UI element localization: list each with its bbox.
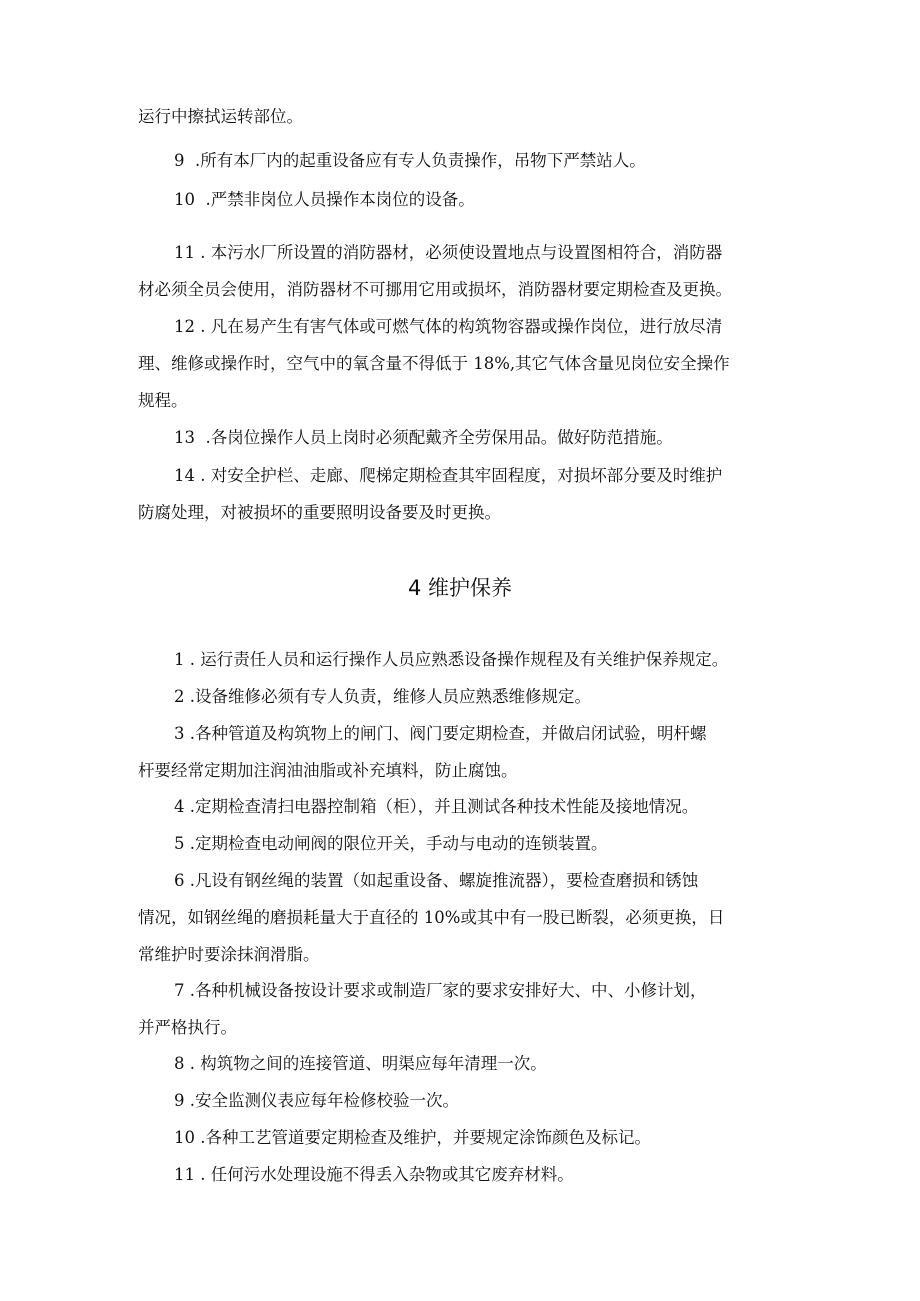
text-line: 定期检查清扫电器控制箱（柜），并且测试各种技术性能及接地情况。 <box>195 797 699 816</box>
item-sep: . <box>184 1091 195 1110</box>
item-sep: . <box>184 834 195 853</box>
text-line: 凡在易产生有害气体或可燃气体的构筑物容器或操作岗位，进行放尽清 <box>210 317 723 336</box>
text-line: 构筑物之间的连接管道、明渠应每年清理一次。 <box>200 1054 547 1073</box>
text-line: 本污水厂所设置的消防器材，必须使设置地点与设置图相符合，消防器 <box>210 243 723 262</box>
item-number: 14 <box>174 466 195 485</box>
item-number: 11 <box>174 1165 195 1184</box>
maint-item-1 <box>138 641 788 678</box>
text-line: 运行责任人员和运行操作人员应熟悉设备操作规程及有关维护保养规定。 <box>200 650 729 669</box>
item-number: 11 <box>174 243 195 262</box>
maint-item-9 <box>138 1082 788 1119</box>
rule-item-9 <box>138 142 788 179</box>
item-number: 12 <box>174 317 195 336</box>
text-line: 各种机械设备按设计要求或制造厂家的要求安排好大、中、小修计划， <box>195 981 707 1000</box>
item-sep: . <box>195 1165 211 1184</box>
text-line: 运行中擦拭运转部位。 <box>138 107 303 126</box>
text-line: 情况，如钢丝绳的磨损耗量大于直径的 10%或其中有一股已断裂，必须更换，日 <box>138 908 725 927</box>
maint-item-3 <box>138 715 788 789</box>
rule-item-13 <box>138 419 788 456</box>
text-line: 严禁非岗位人员操作本岗位的设备。 <box>210 190 475 209</box>
text-line: 理、维修或操作时，空气中的氧含量不得低于 18%,其它气体含量见岗位安全操作 <box>138 354 730 373</box>
item-number: 6 <box>174 871 185 890</box>
maint-item-5 <box>138 825 788 862</box>
item-number: 9 <box>174 151 185 170</box>
rule-item-14 <box>138 457 788 531</box>
maint-item-10 <box>138 1119 788 1156</box>
item-sep: . <box>195 428 211 447</box>
text-line: 任何污水处理设施不得丢入杂物或其它废弃材料。 <box>210 1165 574 1184</box>
text-line: 所有本厂内的起重设备应有专人负责操作，吊物下严禁站人。 <box>200 151 646 170</box>
item-sep: . <box>184 151 201 170</box>
item-sep: . <box>184 687 195 706</box>
maint-item-2 <box>138 678 788 715</box>
text-line: 常维护时要涂抹润滑脂。 <box>138 945 320 964</box>
text-line: 杆要经常定期加注润油油脂或补充填料，防止腐蚀。 <box>138 761 518 780</box>
item-number: 4 <box>174 797 185 816</box>
paragraph-continuation <box>138 98 788 135</box>
rule-item-12 <box>138 308 788 419</box>
item-sep: . <box>184 797 195 816</box>
item-number: 10 <box>174 190 195 209</box>
item-number: 13 <box>174 428 195 447</box>
text-line: 材必须全员会使用，消防器材不可挪用它用或损坏，消防器材要定期检查及更换。 <box>138 280 732 299</box>
maint-item-4 <box>138 788 788 825</box>
maint-item-11 <box>138 1156 788 1193</box>
section-heading: 4 维护保养 <box>407 576 513 600</box>
maint-item-8 <box>138 1045 788 1082</box>
text-line: 各岗位操作人员上岗时必须配戴齐全劳保用品。做好防范措施。 <box>210 428 673 447</box>
item-sep: . <box>184 871 195 890</box>
item-sep: . <box>184 981 195 1000</box>
item-number: 7 <box>174 981 185 1000</box>
item-number: 1 <box>174 650 185 669</box>
text-line: 定期检查电动闸阀的限位开关，手动与电动的连锁装置。 <box>195 834 608 853</box>
item-sep: . <box>195 466 211 485</box>
text-line: 各种工艺管道要定期检查及维护，并要规定涂饰颜色及标记。 <box>205 1128 651 1147</box>
item-sep: . <box>195 317 211 336</box>
text-line: 设备维修必须有专人负责，维修人员应熟悉维修规定。 <box>195 687 591 706</box>
text-line: 凡设有钢丝绳的装置（如起重设备、螺旋推流器），要检查磨损和锈蚀 <box>195 871 699 890</box>
item-number: 9 <box>174 1091 185 1110</box>
item-sep: . <box>184 724 195 743</box>
item-sep: . <box>184 1054 201 1073</box>
item-sep: . <box>195 190 211 209</box>
text-line: 对安全护栏、走廊、爬梯定期检查其牢固程度，对损坏部分要及时维护 <box>210 466 723 485</box>
item-number: 2 <box>174 687 185 706</box>
maint-item-7 <box>138 972 788 1046</box>
text-line: 规程。 <box>138 391 188 410</box>
text-line: 并严格执行。 <box>138 1018 237 1037</box>
item-number: 5 <box>174 834 185 853</box>
text-line: 防腐处理，对被损坏的重要照明设备要及时更换。 <box>138 503 501 522</box>
text-line: 各种管道及构筑物上的闸门、阀门要定期检查，并做启闭试验，明杆螺 <box>195 724 707 743</box>
item-number: 3 <box>174 724 185 743</box>
item-number: 10 <box>174 1128 195 1147</box>
item-sep: . <box>195 243 211 262</box>
maint-item-6 <box>138 862 788 973</box>
text-line: 安全监测仪表应每年检修校验一次。 <box>195 1091 459 1110</box>
item-sep: . <box>195 1128 206 1147</box>
rule-item-10 <box>138 181 788 218</box>
rule-item-11 <box>138 234 788 308</box>
item-sep: . <box>184 650 201 669</box>
item-number: 8 <box>174 1054 185 1073</box>
